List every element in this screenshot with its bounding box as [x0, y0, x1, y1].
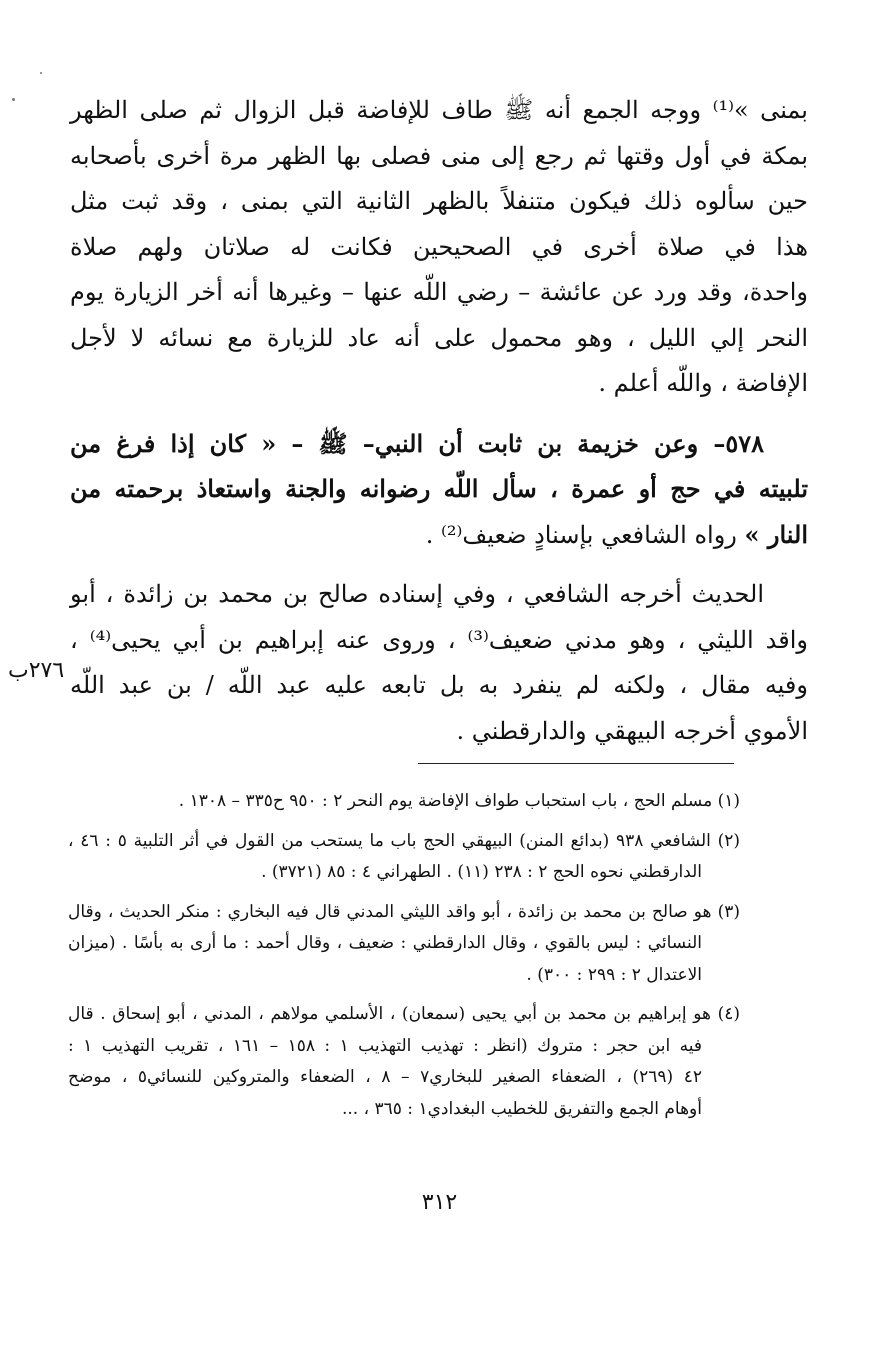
text-line: بمكة في أول وقتها ثم رجع إلى منى فصلى بها الظهر مرة أخرى بأصحابه — [70, 141, 808, 170]
text-line: واحدة، وقد ورد عن عائشة – رضي اللّه عنها – وغيرها أنه أخر الزيارة يوم — [70, 278, 808, 306]
footnote-line: (٤) هو إبراهيم بن محمد بن أبي يحيى (سمعان) ، الأسلمي مولاهم ، المدني ، أبو إسحاق . قال — [68, 1004, 740, 1024]
text-line — [70, 512, 808, 559]
page-number: ٣١٢ — [421, 1190, 458, 1215]
footnote-4 — [68, 999, 740, 1125]
footnote-line: (٢) الشافعي ٩٣٨ (بدائع المنن) البيهقي الحج باب ما يستحب من القول في أثر التلبية ٥ : ٤٦ ، — [68, 830, 741, 851]
footnote-line: الاعتدال ٢ : ٢٩٩ : ٣٠٠) . — [526, 964, 702, 985]
footnote-line: فيه ابن حجر : متروك (انظر : تهذيب التهذيب ١ : ١٥٨ – ١٦١ ، تقريب التهذيب ١ : — [68, 1035, 702, 1056]
hadith-578 — [70, 421, 808, 559]
footnote-line: (١) مسلم الحج ، باب استحباب طواف الإفاضة يوم النحر ٢ : ٩٥٠ ح٣٣٥ – ١٣٠٨ . — [178, 791, 740, 811]
paragraph-1 — [70, 88, 808, 407]
footnote-2 — [68, 826, 740, 889]
footnote-line: أوهام الجمع والتفريق للخطيب البغدادي١ : ٣٦٥ ، ... — [341, 1098, 702, 1119]
footnotes — [68, 786, 740, 1133]
footnote-line: النسائي : ليس بالقوي ، وقال الدارقطني : ضعيف ، وقال أحمد : ما أرى به بأسًا . (ميزان — [68, 933, 702, 953]
footnote-1 — [68, 786, 740, 818]
main-text — [70, 88, 808, 754]
footnote-line: (٣) هو صالح بن محمد بن زائدة ، أبو واقد الليثي المدني قال فيه البخاري : منكر الحديث ، وقال — [68, 901, 740, 922]
footnote-line: الدارقطني نحوه الحج ٢ : ٢٣٨ (١١) . الطهراني ٤ : ٨٥ (٣٧٢١) . — [261, 862, 702, 882]
footnote-separator — [418, 763, 734, 764]
text-line: الحديث أخرجه الشافعي ، وفي إسناده صالح بن محمد بن زائدة ، أبو — [70, 580, 764, 608]
manuscript-folio-marker: ٢٧٦ب — [8, 658, 65, 683]
text-line: ٥٧٨– وعن خزيمة بن ثابت أن النبي– ﷺ – « كان إذا فرغ من — [70, 428, 764, 458]
scan-speck — [12, 98, 15, 101]
text-line: النحر إلي الليل ، وهو محمول على أنه عاد للزيارة مع نسائه لا لأجل — [70, 323, 808, 352]
text-line: واقد الليثي ، وهو مدني ضعيف⁽³⁾ ، وروى عنه إبراهيم بن أبي يحيى⁽⁴⁾ ، — [70, 625, 808, 654]
paragraph-3 — [70, 572, 808, 754]
hadith-end: النار » — [744, 519, 808, 549]
text-line: وفيه مقال ، ولكنه لم ينفرد به بل تابعه عليه عبد اللّه / بن عبد اللّه — [70, 671, 808, 699]
footnote-line: ٤٢ (٢٦٩) ، الضعفاء الصغير للبخاري٧ – ٨ ، الضعفاء والمتروكين للنسائي٥ ، موضح — [68, 1067, 702, 1087]
text-line: حين سألوه ذلك فيكون متنفلاً بالظهر الثانية التي بمنى ، وقد ثبت مثل — [70, 187, 808, 215]
text-line: تلبيته في حج أو عمرة ، سأل اللّه رضوانه والجنة واستعاذ برحمته من — [70, 474, 808, 503]
text-line: الإفاضة ، واللّه أعلم . — [598, 369, 808, 397]
text-line: بمنى »⁽¹⁾ ووجه الجمع أنه ﷺ طاف للإفاضة قبل الزوال ثم صلى الظهر — [70, 96, 808, 124]
scan-speck — [40, 72, 42, 74]
footnote-3 — [68, 897, 740, 992]
text-line: الأموي أخرجه البيهقي والدارقطني . — [456, 716, 808, 745]
hadith-source: رواه الشافعي بإسنادٍ ضعيف⁽²⁾ . — [425, 520, 745, 549]
text-line: هذا في صلاة أخرى في الصحيحين فكانت له صلاتان ولهم صلاة — [70, 232, 808, 261]
